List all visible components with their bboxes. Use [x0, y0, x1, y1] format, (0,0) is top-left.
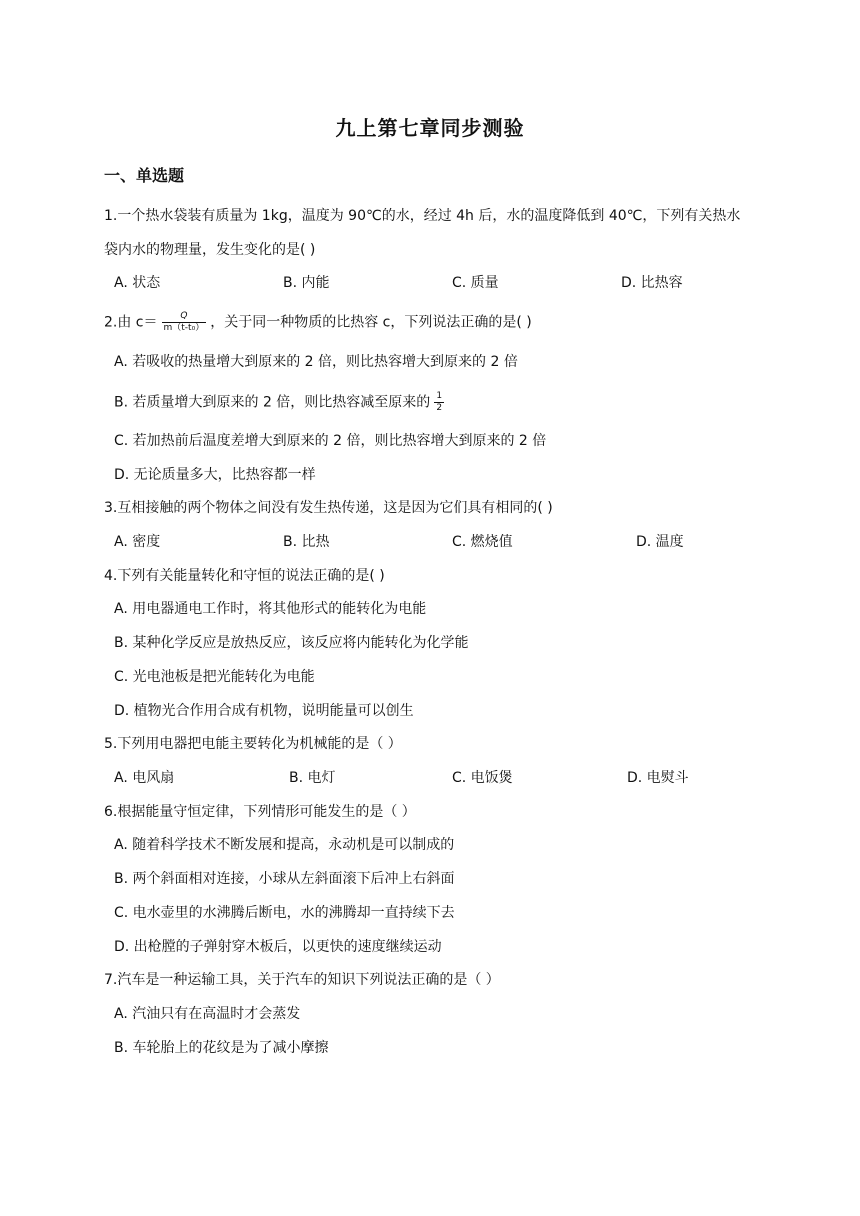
- q6-stem: 6.根据能量守恒定律，下列情形可能发生的是（ ）: [104, 804, 416, 820]
- q3-option-c: C. 燃烧值: [452, 534, 513, 550]
- q7-stem: 7.汽车是一种运输工具，关于汽车的知识下列说法正确的是（ ）: [104, 972, 500, 988]
- q6-option-d: D. 出枪膛的子弹射穿木板后，以更快的速度继续运动: [114, 939, 442, 955]
- q6-option-b: B. 两个斜面相对连接，小球从左斜面滚下后冲上右斜面: [114, 871, 455, 887]
- q7-option-b: B. 车轮胎上的花纹是为了减小摩擦: [114, 1040, 329, 1056]
- q2-option-b: [114, 391, 448, 414]
- q3-option-a: A. 密度: [114, 534, 161, 550]
- q1-stem-line2: 袋内水的物理量，发生变化的是( ): [104, 242, 316, 258]
- q5-option-a: A. 电风扇: [114, 770, 175, 786]
- q1-option-c: C. 质量: [452, 275, 499, 291]
- q2-option-d: D. 无论质量多大，比热容都一样: [114, 467, 316, 483]
- q2-option-a: A. 若吸收的热量增大到原来的 2 倍，则比热容增大到原来的 2 倍: [114, 354, 518, 370]
- q2-option-b-numerator: 1: [436, 391, 443, 401]
- q4-option-b: B. 某种化学反应是放热反应，该反应将内能转化为化学能: [114, 635, 469, 651]
- q3-stem: 3.互相接触的两个物体之间没有发生热传递，这是因为它们具有相同的( ): [104, 500, 553, 516]
- q2-formula-denominator: m（t-t₀）: [163, 323, 205, 333]
- q5-option-c: C. 电饭煲: [452, 770, 513, 786]
- q1-option-a: A. 状态: [114, 275, 161, 291]
- q7-option-a: A. 汽油只有在高温时才会蒸发: [114, 1006, 301, 1022]
- q2-option-b-fraction: [434, 391, 444, 414]
- q4-option-d: D. 植物光合作用合成有机物，说明能量可以创生: [114, 703, 414, 719]
- section-heading: 一、单选题: [104, 166, 185, 185]
- q2-formula-fraction: [162, 311, 207, 334]
- q2-formula-numerator: Q: [162, 311, 207, 323]
- q3-option-b: B. 比热: [283, 534, 330, 550]
- q2-stem: [104, 311, 532, 334]
- q1-option-d: D. 比热容: [621, 275, 683, 291]
- q4-option-c: C. 光电池板是把光能转化为电能: [114, 669, 315, 685]
- q6-option-a: A. 随着科学技术不断发展和提高，永动机是可以制成的: [114, 837, 455, 853]
- q3-option-d: D. 温度: [636, 534, 684, 550]
- q1-option-b: B. 内能: [283, 275, 330, 291]
- q2-option-b-text: B. 若质量增大到原来的 2 倍，则比热容减至原来的: [114, 394, 431, 411]
- q2-option-c: C. 若加热前后温度差增大到原来的 2 倍，则比热容增大到原来的 2 倍: [114, 433, 547, 449]
- q2-option-b-denominator: 2: [436, 403, 443, 413]
- q4-stem: 4.下列有关能量转化和守恒的说法正确的是( ): [104, 568, 385, 584]
- q2-stem-prefix: 2.由 c＝: [104, 314, 158, 331]
- q5-option-d: D. 电熨斗: [627, 770, 689, 786]
- q2-stem-suffix: ，关于同一种物质的比热容 c，下列说法正确的是( ): [210, 314, 532, 331]
- q6-option-c: C. 电水壶里的水沸腾后断电，水的沸腾却一直持续下去: [114, 905, 455, 921]
- q4-option-a: A. 用电器通电工作时，将其他形式的能转化为电能: [114, 601, 427, 617]
- page-title: 九上第七章同步测验: [335, 116, 525, 140]
- q5-stem: 5.下列用电器把电能主要转化为机械能的是（ ）: [104, 736, 402, 752]
- q1-stem-line1: 1.一个热水袋装有质量为 1kg，温度为 90℃的水，经过 4h 后，水的温度降低到 40℃，下列有关热水: [104, 208, 741, 224]
- q5-option-b: B. 电灯: [289, 770, 336, 786]
